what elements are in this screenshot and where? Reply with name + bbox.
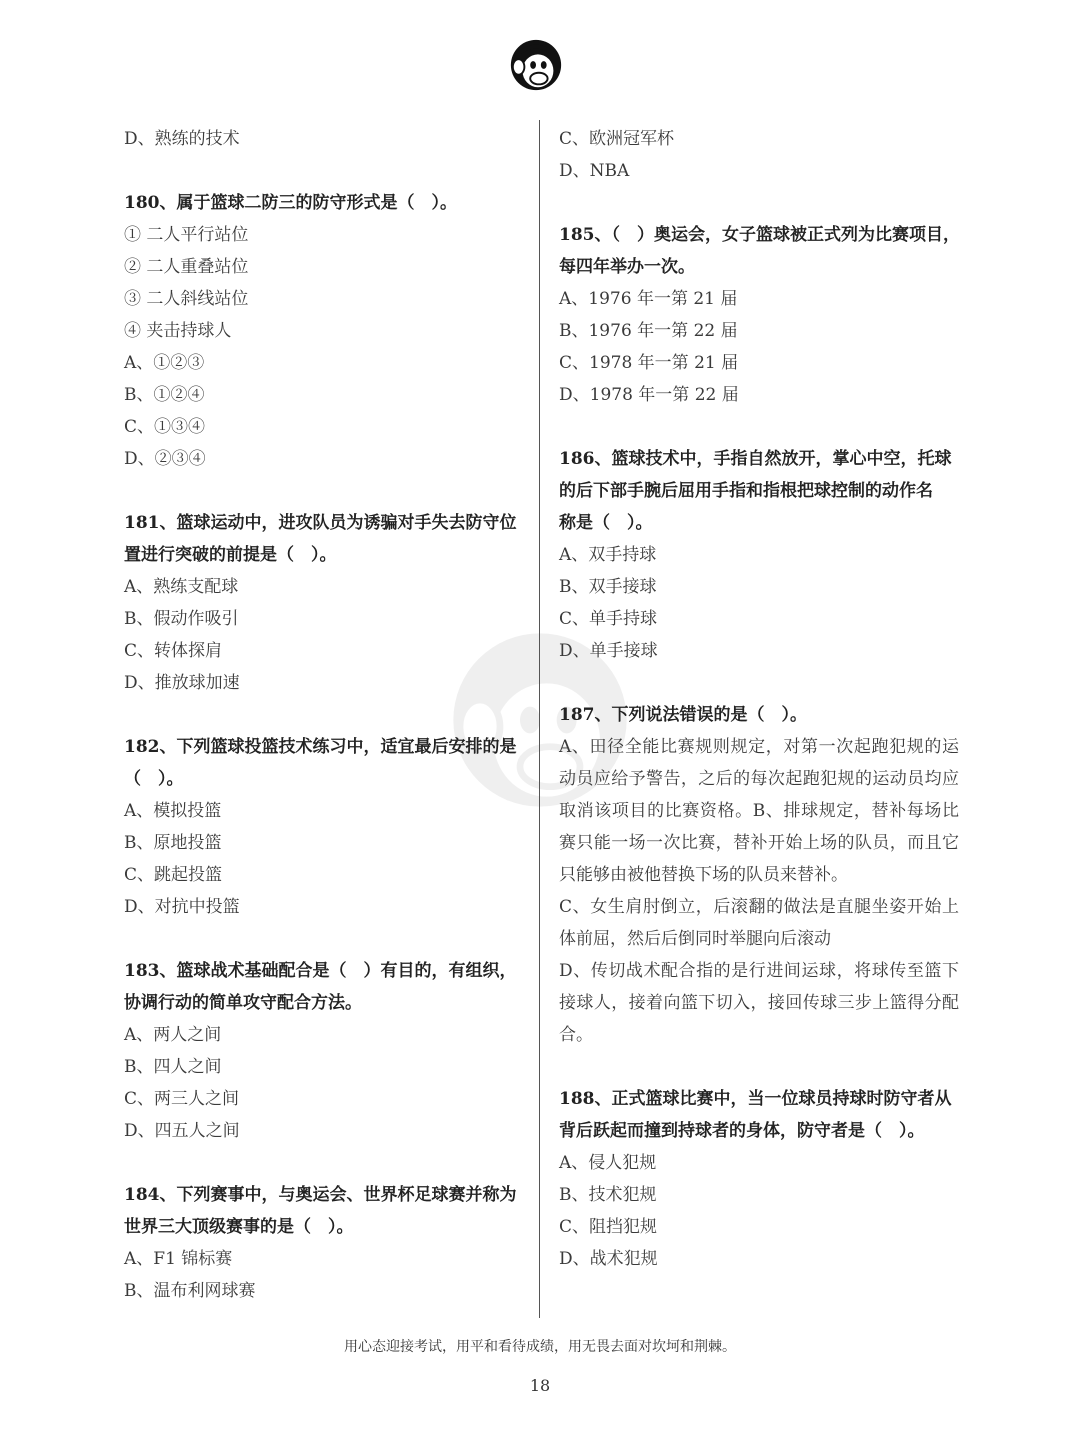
question-179-tail bbox=[124, 123, 524, 155]
option-b: B、假动作吸引 bbox=[124, 609, 239, 629]
option-b: B、双手接球 bbox=[559, 577, 657, 597]
option-d: D、推放球加速 bbox=[124, 673, 240, 693]
question-stem: 187、下列说法错误的是（ ）。 bbox=[559, 705, 807, 725]
question-stem: 183、篮球战术基础配合是（ ）有目的，有组织， bbox=[124, 961, 517, 981]
column-divider bbox=[539, 120, 540, 1318]
question-185 bbox=[559, 219, 959, 411]
option-a: A、①②③ bbox=[124, 353, 205, 373]
option-d: D、四五人之间 bbox=[124, 1121, 240, 1141]
option-d: D、NBA bbox=[559, 161, 630, 181]
question-stem: 185、（ ）奥运会，女子篮球被正式列为比赛项目， bbox=[559, 225, 960, 245]
question-stem: 186、篮球技术中，手指自然放开，掌心中空，托球 bbox=[559, 449, 952, 469]
option-d: D、②③④ bbox=[124, 449, 206, 469]
option-c: C、跳起投篮 bbox=[124, 865, 223, 885]
item-3: ③ 二人斜线站位 bbox=[124, 289, 249, 309]
question-188 bbox=[559, 1083, 959, 1275]
option-c: C、两三人之间 bbox=[124, 1089, 240, 1109]
option-a: A、两人之间 bbox=[124, 1025, 222, 1045]
question-stem: 的后下部手腕后屈用手指和指根把球控制的动作名 bbox=[559, 481, 933, 501]
question-stem: 每四年举办一次。 bbox=[559, 257, 695, 277]
option-a: A、双手持球 bbox=[559, 545, 657, 565]
question-181 bbox=[124, 507, 524, 699]
option-d: D、熟练的技术 bbox=[124, 129, 240, 149]
option-b: B、原地投篮 bbox=[124, 833, 222, 853]
question-stem: 181、篮球运动中，进攻队员为诱骗对手失去防守位 bbox=[124, 513, 517, 533]
question-180 bbox=[124, 187, 524, 475]
option-d-paragraph: D、传切战术配合指的是行进间运球，将球传至篮下接球人，接着向篮下切入，接回传球三步上篮得分配合。 bbox=[559, 961, 959, 1045]
question-stem: 180、属于篮球二防三的防守形式是（ ）。 bbox=[124, 193, 457, 213]
footer-motto: 用心态迎接考试，用平和看待成绩，用无畏去面对坎坷和荆棘。 bbox=[344, 1339, 736, 1355]
question-stem: 世界三大顶级赛事的是（ ）。 bbox=[124, 1217, 354, 1237]
option-c: C、单手持球 bbox=[559, 609, 658, 629]
option-b: B、四人之间 bbox=[124, 1057, 222, 1077]
question-182 bbox=[124, 731, 524, 923]
option-d: D、单手接球 bbox=[559, 641, 658, 661]
question-stem: 184、下列赛事中，与奥运会、世界杯足球赛并称为 bbox=[124, 1185, 517, 1205]
monkey-head-icon bbox=[507, 36, 565, 94]
option-d: D、战术犯规 bbox=[559, 1249, 658, 1269]
option-a: A、模拟投篮 bbox=[124, 801, 222, 821]
item-1: ① 二人平行站位 bbox=[124, 225, 249, 245]
option-d: D、对抗中投篮 bbox=[124, 897, 240, 917]
question-186 bbox=[559, 443, 959, 667]
option-a: A、F1 锦标赛 bbox=[124, 1249, 233, 1269]
option-b: B、①②④ bbox=[124, 385, 205, 405]
option-c: C、①③④ bbox=[124, 417, 206, 437]
left-column bbox=[124, 123, 524, 1339]
page-number: 18 bbox=[529, 1376, 551, 1395]
question-stem: （ ）。 bbox=[124, 769, 184, 789]
option-a: A、熟练支配球 bbox=[124, 577, 239, 597]
option-c: C、转体探肩 bbox=[124, 641, 223, 661]
option-c: C、欧洲冠军杯 bbox=[559, 129, 675, 149]
option-d: D、1978 年一第 22 届 bbox=[559, 385, 739, 405]
option-c-paragraph: C、女生肩肘倒立，后滚翻的做法是直腿坐姿开始上体前屈，然后后倒同时举腿向后滚动 bbox=[559, 897, 959, 949]
option-c: C、阻挡犯规 bbox=[559, 1217, 658, 1237]
question-stem: 置进行突破的前提是（ ）。 bbox=[124, 545, 337, 565]
right-column bbox=[559, 123, 959, 1307]
item-2: ② 二人重叠站位 bbox=[124, 257, 249, 277]
question-stem: 188、正式篮球比赛中，当一位球员持球时防守者从 bbox=[559, 1089, 952, 1109]
question-183 bbox=[124, 955, 524, 1147]
question-stem: 182、下列篮球投篮技术练习中，适宜最后安排的是 bbox=[124, 737, 517, 757]
question-187 bbox=[559, 699, 959, 1051]
option-a: A、侵人犯规 bbox=[559, 1153, 657, 1173]
option-a: A、1976 年一第 21 届 bbox=[559, 289, 738, 309]
option-a-paragraph: A、田径全能比赛规则规定，对第一次起跑犯规的运动员应给予警告，之后的每次起跑犯规的运动员均应取消该项目的比赛资格。B、排球规定，替补每场比赛只能一场一次比赛，替补开始上场的队员，而且它只能够由被他替换下场的队员来替补。 bbox=[559, 737, 959, 885]
question-184-tail bbox=[559, 123, 959, 187]
question-184 bbox=[124, 1179, 524, 1307]
question-stem: 称是（ ）。 bbox=[559, 513, 653, 533]
question-stem: 协调行动的简单攻守配合方法。 bbox=[124, 993, 362, 1013]
option-c: C、1978 年一第 21 届 bbox=[559, 353, 739, 373]
item-4: ④ 夹击持球人 bbox=[124, 321, 232, 341]
option-b: B、温布利网球赛 bbox=[124, 1281, 256, 1301]
option-b: B、技术犯规 bbox=[559, 1185, 657, 1205]
option-b: B、1976 年一第 22 届 bbox=[559, 321, 738, 341]
question-stem: 背后跃起而撞到持球者的身体，防守者是（ ）。 bbox=[559, 1121, 925, 1141]
